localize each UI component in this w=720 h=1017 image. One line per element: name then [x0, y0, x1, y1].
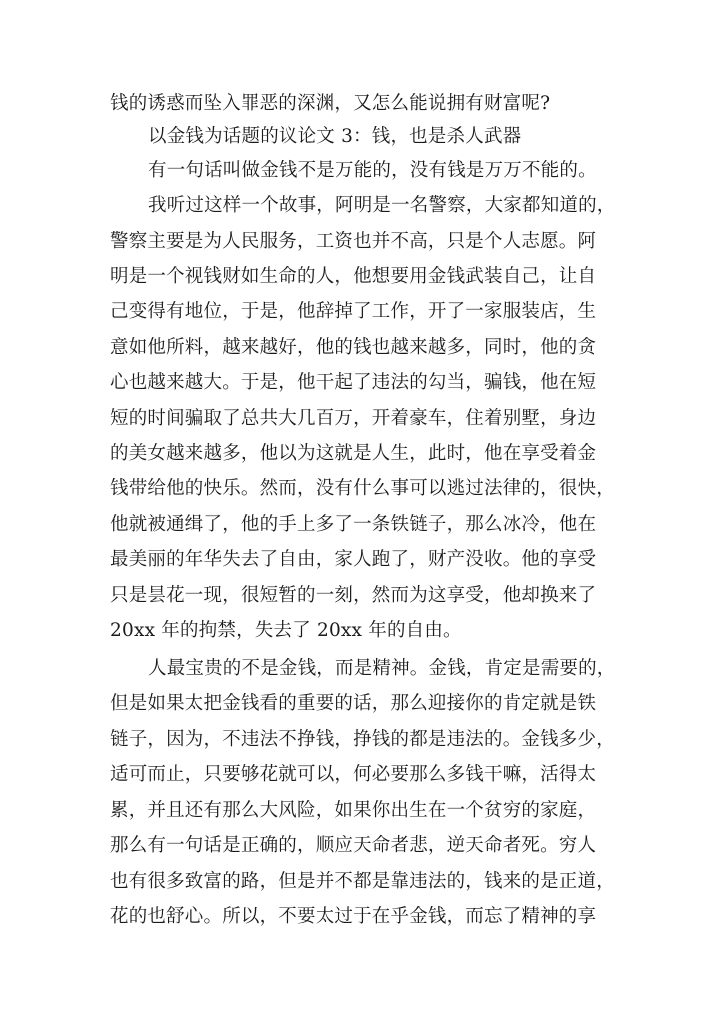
- text-line: 钱带给他的快乐。然而，没有什么事可以逃过法律的，很快，: [110, 478, 615, 499]
- text-line: 但是如果太把金钱看的重要的话，那么迎接你的肯定就是铁: [110, 693, 597, 714]
- paragraph-start: 人最宝贵的不是金钱，而是精神。金钱，肯定是需要的，: [148, 658, 616, 679]
- text-line: 累，并且还有那么大风险，如果你出生在一个贫穷的家庭，: [110, 800, 597, 821]
- text-line: 20xx 年的拘禁，失去了 20xx 年的自由。: [110, 620, 462, 641]
- text-line: 的美女越来越多，他以为这就是人生，此时，他在享受着金: [110, 443, 597, 464]
- text-line: 他就被通缉了，他的手上多了一条铁链子，那么冰冷，他在: [110, 514, 597, 535]
- text-line: 最美丽的年华失去了自由，家人跑了，财产没收。他的享受: [110, 549, 597, 570]
- text-line: 心也越来越大。于是，他干起了违法的勾当，骗钱，他在短: [110, 372, 597, 393]
- text-line: 己变得有地位，于是，他辞掉了工作，开了一家服装店，生: [110, 301, 597, 322]
- text-line: 只是昙花一现，很短暂的一刻，然而为这享受，他却换来了: [110, 585, 597, 606]
- text-line: 警察主要是为人民服务，工资也并不高，只是个人志愿。阿: [110, 231, 597, 252]
- text-line: 短的时间骗取了总共大几百万，开着豪车，住着别墅，身边: [110, 408, 597, 429]
- text-line: 意如他所料，越来越好，他的钱也越来越多，同时，他的贪: [110, 337, 597, 358]
- text-line: 也有很多致富的路，但是并不都是靠违法的，钱来的是正道，: [110, 871, 615, 892]
- section-heading: 以金钱为话题的议论文 3：钱，也是杀人武器: [148, 126, 522, 147]
- paragraph-start: 我听过这样一个故事，阿明是一名警察，大家都知道的，: [148, 195, 616, 216]
- text-line: 钱的诱惑而坠入罪恶的深渊，又怎么能说拥有财富呢?: [110, 93, 551, 114]
- text-line: 那么有一句话是正确的，顺应天命者悲，逆天命者死。穷人: [110, 835, 597, 856]
- text-line: 链子，因为，不违法不挣钱，挣钱的都是违法的。金钱多少，: [110, 729, 615, 750]
- text-line: 有一句话叫做金钱不是万能的，没有钱是万万不能的。: [148, 160, 597, 181]
- text-line: 明是一个视钱财如生命的人，他想要用金钱武装自己，让自: [110, 266, 597, 287]
- text-line: 适可而止，只要够花就可以，何必要那么多钱干嘛，活得太: [110, 764, 597, 785]
- text-line: 花的也舒心。所以，不要太过于在乎金钱，而忘了精神的享: [110, 906, 597, 927]
